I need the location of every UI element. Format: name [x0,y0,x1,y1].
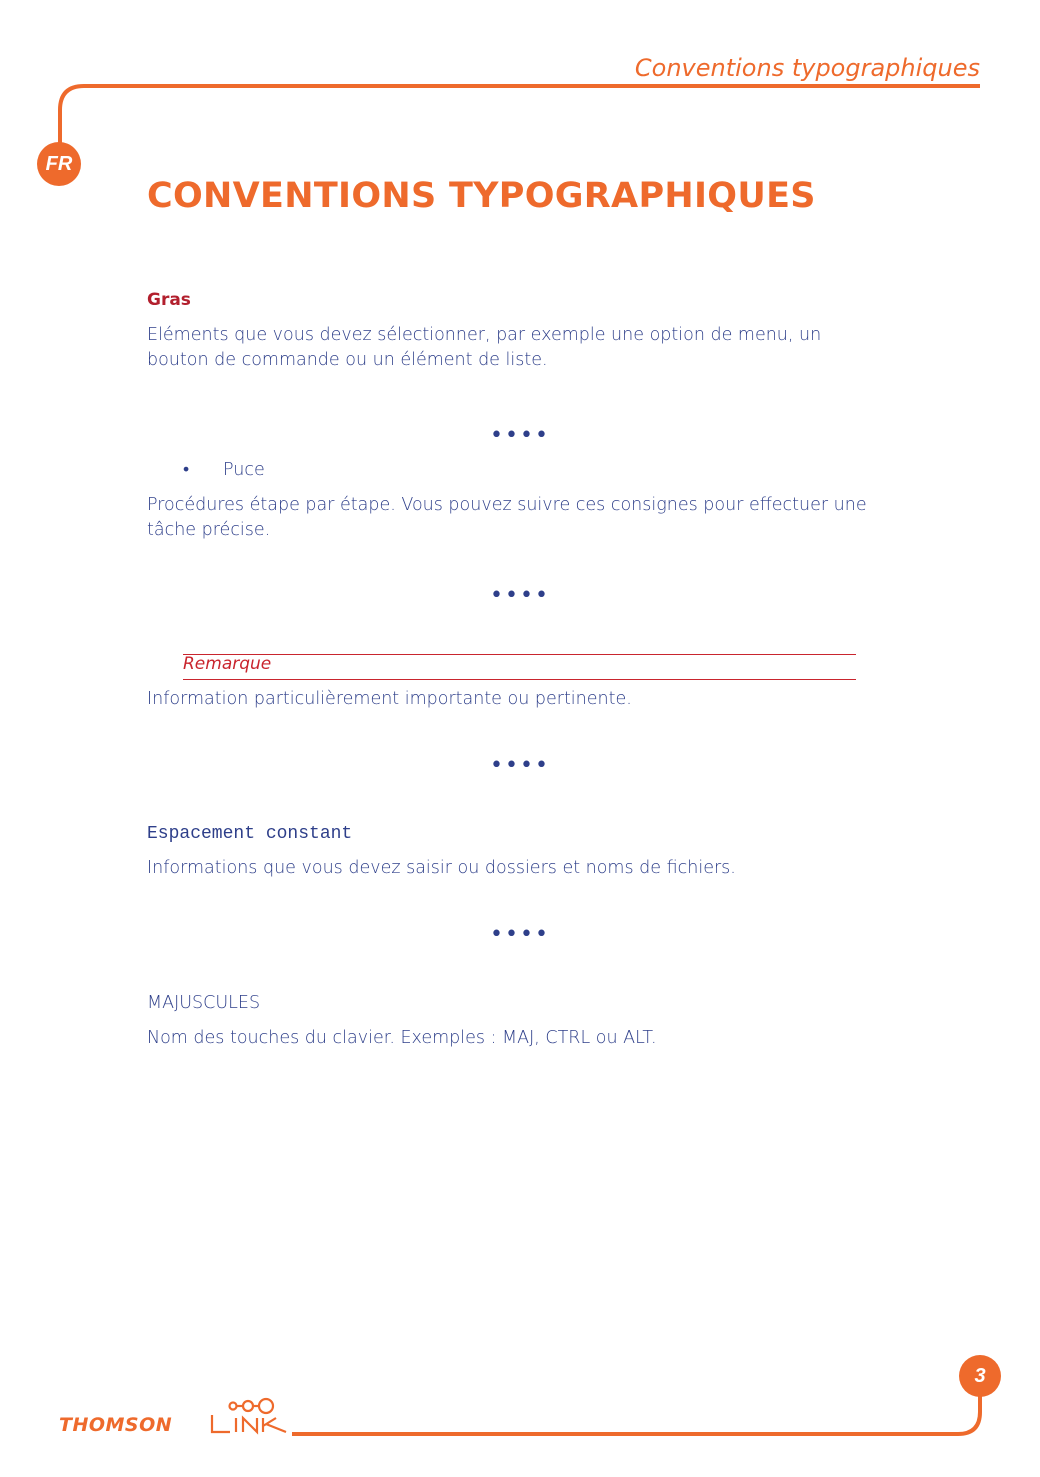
note-bottom-rule [183,679,856,680]
note-term: Remarque [183,654,272,674]
note-top-rule [183,654,856,655]
page-title: CONVENTIONS TYPOGRAPHIQUES [147,176,816,216]
caps-description: Nom des touches du clavier. Exemples : MAJ, CTRL ou ALT. [147,1028,657,1048]
monospace-description: Informations que vous devez saisir ou dossiers et noms de fichiers. [147,858,736,878]
bold-term: Gras [147,290,191,310]
caps-term: MAJUSCULES [147,993,261,1013]
bold-description: Eléments que vous devez sélectionner, par exemple une option de menu, un bouton de commande ou un élément de liste. [147,325,822,370]
monospace-term: Espacement constant [147,824,353,844]
bullet-marker: • [183,460,190,480]
bullet-description: Procédures étape par étape. Vous pouvez suivre ces consignes pour effectuer une tâche précise. [147,495,867,540]
separator-dots: •••• [490,583,550,608]
separator-dots: •••• [490,423,550,448]
brand-logo-text: THOMSON [59,1414,173,1436]
separator-dots: •••• [490,753,550,778]
separator-dots: •••• [490,922,550,947]
language-badge: FR [37,142,81,186]
header-section-title: Conventions typographiques [634,54,980,82]
note-description: Information particulièrement importante ou pertinente. [147,689,632,709]
page-number-badge: 3 [959,1355,1001,1397]
bullet-term: Puce [223,460,265,480]
bullet-example [183,459,265,480]
link-logo-icon [212,1399,286,1432]
